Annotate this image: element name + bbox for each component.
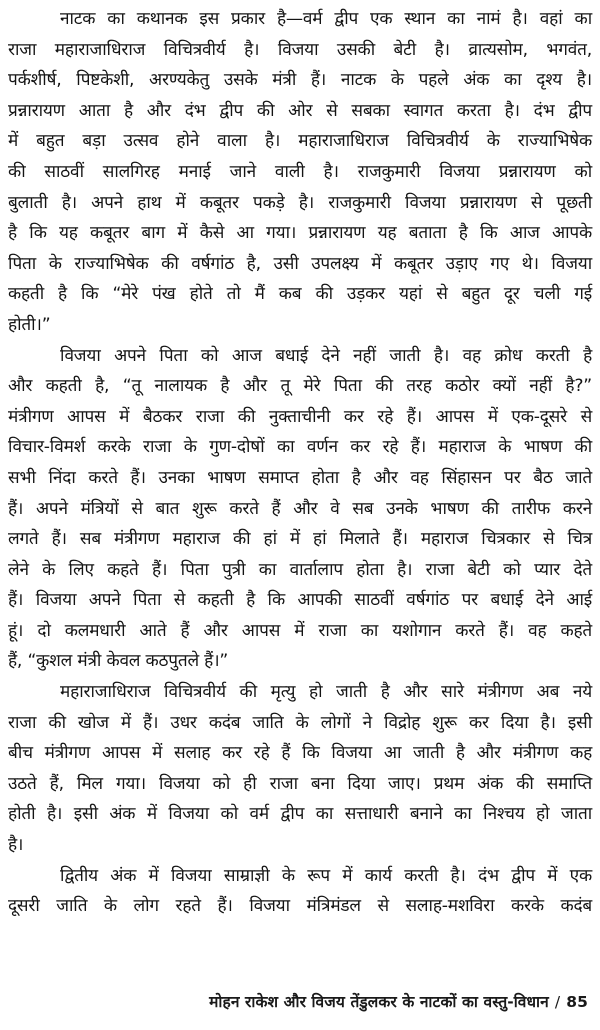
- text-line: विजया अपने पिता को आज बधाई देने नहीं जाती है। वह क्रोध करती है: [60, 345, 592, 366]
- text-line: सभी निंदा करते हैं। उनका भाषण समाप्त होता है और वह सिंहासन पर बैठ जाते: [8, 467, 592, 488]
- text-line: हैं, “कुशल मंत्री केवल कठपुतले हैं।”: [8, 651, 229, 672]
- text-line: हैं। विजया अपने पिता से कहती है कि आपकी साठवीं वर्षगांठ पर बधाई देने आई: [8, 590, 592, 611]
- text-line: है।: [8, 835, 24, 856]
- text-line: नाटक का कथानक इस प्रकार है—वर्म द्वीप एक स्थान का नामं है। वहां का: [60, 9, 592, 29]
- text-line: विचार-विमर्श करके राजा के गुण-दोषों का वर्णन कर रहे हैं। महाराज के भाषण की: [8, 437, 592, 458]
- paragraph-3: [8, 677, 592, 861]
- text-line: कहती है कि “मेरे पंख होते तो मैं कब की उड़कर यहां से बहुत दूर चली गई: [8, 284, 592, 305]
- paragraph-4: [8, 861, 592, 922]
- text-line: में बहुत बड़ा उत्सव होने वाला है। महाराजाधिराज विचित्रवीर्य के राज्याभिषेक: [8, 131, 592, 152]
- running-footer: [209, 990, 588, 1012]
- page-number: 85: [566, 993, 588, 1011]
- text-line: बीच मंत्रीगण आपस में सलाह कर रहे हैं कि विजया आ जाती है और मंत्रीगण कह: [8, 743, 592, 764]
- text-line: पिता के राज्याभिषेक की वर्षगांठ है, उसी उपलक्ष्य में कबूतर उड़ाए गए थे। विजया: [8, 253, 592, 274]
- text-line: द्वितीय अंक में विजया साम्राज्ञी के रूप में कार्य करती है। दंभ द्वीप में एक: [60, 865, 592, 886]
- text-line: होती।”: [8, 314, 51, 335]
- text-line: हैं। अपने मंत्रियों से बात शुरू करते हैं और वे सब उनके भाषण की तारीफ करने: [8, 498, 592, 519]
- text-line: राजा की खोज में हैं। उधर कदंब जाति के लोगों ने विद्रोह शुरू कर दिया है। इसी: [8, 712, 592, 733]
- text-line: लगते हैं। सब मंत्रीगण महाराज की हां में हां मिलाते हैं। महाराज चित्रकार से चित्र: [8, 529, 592, 550]
- book-title: मोहन राकेश और विजय तेंडुलकर के नाटकों का वस्तु-विधान: [209, 993, 549, 1011]
- footer-separator: /: [554, 993, 561, 1011]
- paragraph-1: [8, 4, 592, 341]
- text-line: प्रन्नारायण आता है और दंभ द्वीप की ओर से सबका स्वागत करता है। दंभ द्वीप: [8, 100, 592, 121]
- text-line: राजा महाराजाधिराज विचित्रवीर्य है। विजया उसकी बेटी है। व्रात्यसोम, भगवंत,: [8, 39, 592, 60]
- text-line: की साठवीं सालगिरह मनाई जाने वाली है। राजकुमारी विजया प्रन्नारायण को: [8, 161, 592, 182]
- text-line: लेने के लिए कहते हैं। पिता पुत्री का वार्तालाप होता है। राजा बेटी को प्यार देते: [8, 559, 592, 580]
- text-line: बुलाती है। अपने हाथ में कबूतर पकड़े है। राजकुमारी विजया प्रन्नारायण से पूछती: [8, 192, 592, 213]
- paragraph-2: [8, 341, 592, 678]
- page-body: [8, 4, 592, 922]
- text-line: दूसरी जाति के लोग रहते हैं। विजया मंत्रिमंडल से सलाह-मशविरा करके कदंब: [8, 896, 592, 917]
- text-line: महाराजाधिराज विचित्रवीर्य की मृत्यु हो जाती है और सारे मंत्रीगण अब नये: [60, 682, 592, 703]
- text-line: और कहती है, “तू नालायक है और तू मेरे पिता की तरह कठोर क्यों नहीं है?”: [8, 376, 592, 397]
- text-line: मंत्रीगण आपस में बैठकर राजा की नुक्ताचीनी कर रहे हैं। आपस में एक-दूसरे से: [8, 406, 592, 427]
- text-line: उठते हैं, मिल गया। विजया को ही राजा बना दिया जाए। प्रथम अंक की समाप्ति: [8, 773, 592, 794]
- text-line: पर्कशीर्ष, पिष्टकेशी, अरण्यकेतु उसके मंत्री हैं। नाटक के पहले अंक का दृश्य है।: [8, 70, 592, 91]
- text-line: होती है। इसी अंक में विजया को वर्म द्वीप का सत्ताधारी बनाने का निश्चय हो जाता: [8, 804, 592, 825]
- text-line: है कि यह कबूतर बाग में कैसे आ गया। प्रन्नारायण यह बताता है कि आज आपके: [8, 223, 592, 244]
- text-line: हूं। दो कलमधारी आते हैं और आपस में राजा का यशोगान करते हैं। वह कहते: [8, 620, 592, 641]
